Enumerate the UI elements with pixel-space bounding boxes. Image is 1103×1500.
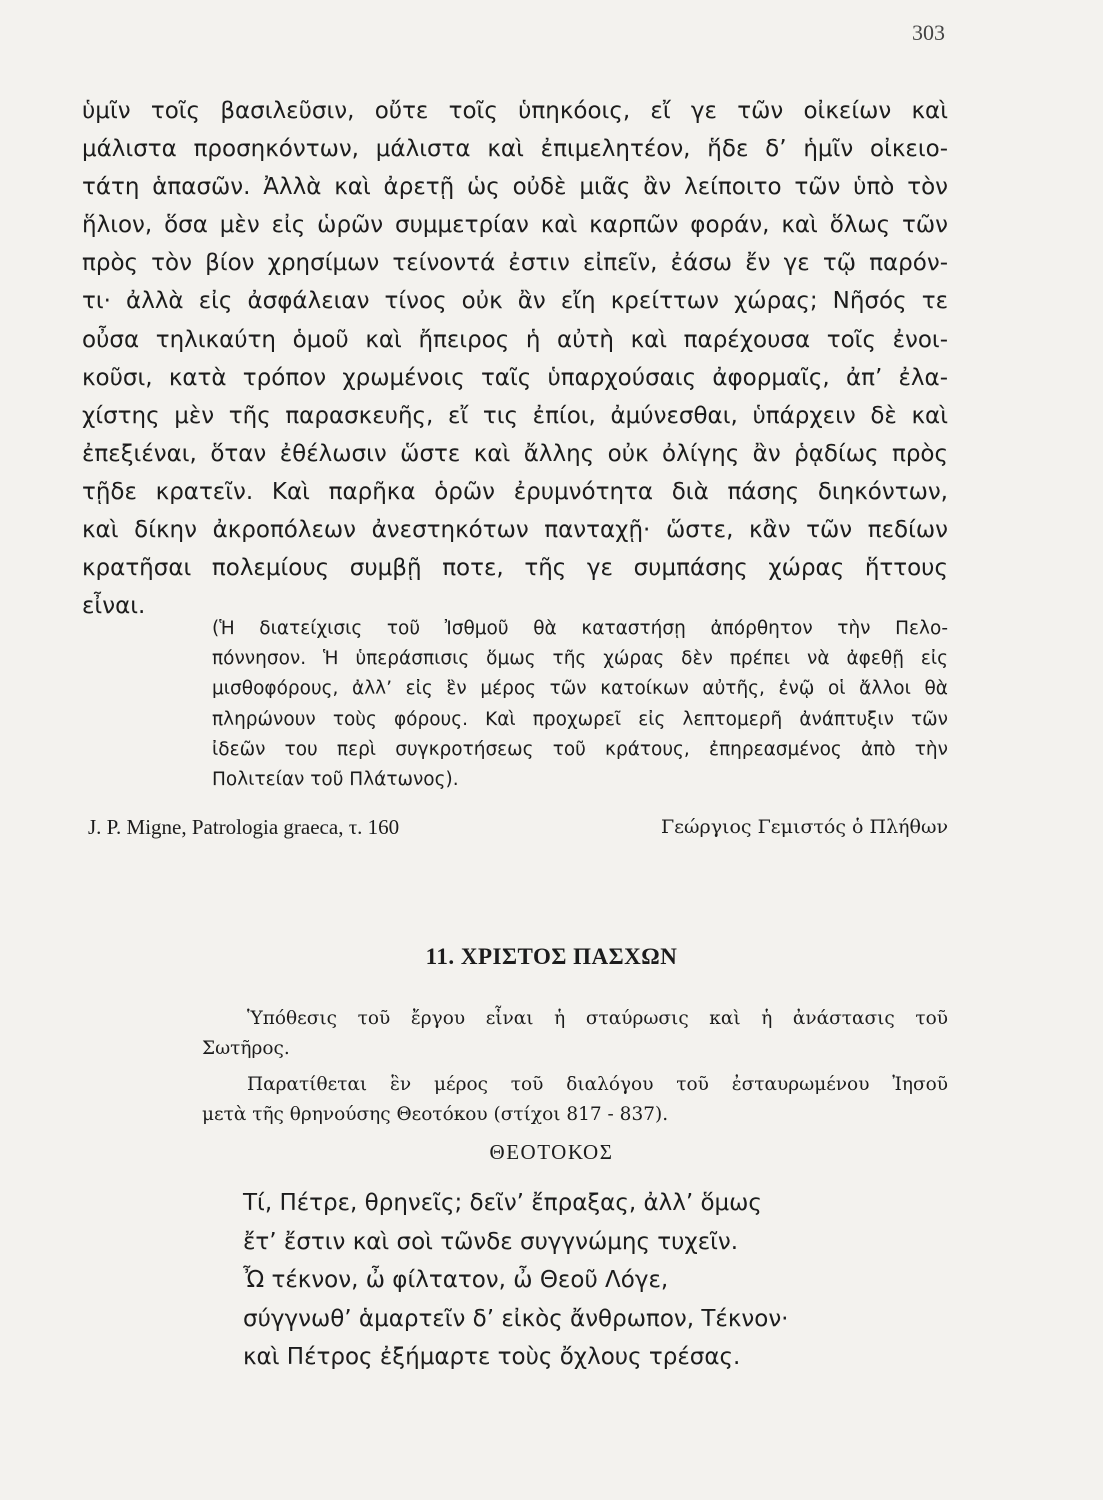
text-line: καὶ δίκην ἀκροπόλεων ἀνεστηκότων πανταχῇ· ὥστε, κἂν τῶν πεδίων xyxy=(82,517,948,544)
page-number: 303 xyxy=(912,20,945,45)
text-line: τῇδε κρατεῖν. Καὶ παρῆκα ὁρῶν ἐρυμνότητα διὰ πάσης διηκόντων, xyxy=(82,478,948,505)
summary-line: πληρώνουν τοὺς φόρους. Καὶ προχωρεῖ εἰς λεπτομερῆ ἀνάπτυξιν τῶν xyxy=(212,708,948,730)
summary-note xyxy=(212,614,948,795)
main-text-block xyxy=(82,92,948,625)
text-line: οὖσα τηλικαύτη ὁμοῦ καὶ ἤπειρος ἡ αὐτὴ καὶ παρέχουσα τοῖς ἐνοι- xyxy=(82,326,948,353)
verse-line: σύγγνωθ’ ἁμαρτεῖν δ’ εἰκὸς ἄνθρωπον, Τέκνον· xyxy=(243,1305,789,1332)
text-line: μάλιστα προσηκόντων, μάλιστα καὶ ἐπιμελητέον, ἥδε δ’ ἡμῖν οἰκειο- xyxy=(82,136,948,163)
text-line: τάτη ἁπασῶν. Ἀλλὰ καὶ ἀρετῇ ὡς οὐδὲ μιᾶς ἂν λείποιτο τῶν ὑπὸ τὸν xyxy=(82,174,948,201)
verse-line: καὶ Πέτρος ἐξήμαρτε τοὺς ὄχλους τρέσας. xyxy=(243,1344,741,1370)
speaker-heading: ΘΕΟΤΟΚΟΣ xyxy=(489,1140,614,1164)
text-line: ἐπεξιέναι, ὅταν ἐθέλωσιν ὥστε καὶ ἄλλης οὐκ ὀλίγης ἂν ῥᾳδίως πρὸς xyxy=(82,440,948,467)
summary-line: μισθοφόρους, ἀλλ’ εἰς ἓν μέρος τῶν κατοίκων αὐτῆς, ἐνῷ οἱ ἄλλοι θὰ xyxy=(212,678,948,700)
summary-line: ἰδεῶν του περὶ συγκροτήσεως τοῦ κράτους, ἐπηρεασμένος ἀπὸ τὴν xyxy=(212,738,948,760)
summary-line: Πολιτείαν τοῦ Πλάτωνος). xyxy=(212,768,459,790)
text-line: πρὸς τὸν βίον χρησίμων τείνοντά ἐστιν εἰπεῖν, ἐάσω ἔν γε τῷ παρόν- xyxy=(82,250,948,277)
text-line: κρατῆσαι πολεμίους συμβῇ ποτε, τῆς γε συμπάσης χώρας ἥττους xyxy=(82,555,948,582)
summary-line: (Ἡ διατείχισις τοῦ Ἰσθμοῦ θὰ καταστήσῃ ἀπόρθητον τὴν Πελο- xyxy=(212,618,948,639)
intro-line: Παρατίθεται ἓν μέρος τοῦ διαλόγου τοῦ ἐσταυρωμένου Ἰησοῦ xyxy=(247,1074,948,1095)
intro-line: Ὑπόθεσις τοῦ ἔργου εἶναι ἡ σταύρωσις καὶ ἡ ἀνάστασις τοῦ xyxy=(247,1008,948,1029)
text-line: ὑμῖν τοῖς βασιλεῦσιν, οὔτε τοῖς ὑπηκόοις, εἴ γε τῶν οἰκείων καὶ xyxy=(82,98,948,124)
section-intro xyxy=(202,1004,948,1136)
citation-reference: J. P. Migne, Patrologia graeca, τ. 160 xyxy=(88,815,400,839)
verse-line: Ὦ τέκνον, ὦ φίλτατον, ὦ Θεοῦ Λόγε, xyxy=(243,1267,669,1293)
verse-line: Τί, Πέτρε, θρηνεῖς; δεῖν’ ἔπραξας, ἀλλ’ ὅμως xyxy=(243,1190,762,1216)
text-line: κοῦσι, κατὰ τρόπον χρωμένοις ταῖς ὑπαρχούσαις ἀφορμαῖς, ἀπ’ ἐλα- xyxy=(82,364,948,391)
text-line: τι· ἀλλὰ εἰς ἀσφάλειαν τίνος οὐκ ἂν εἴη κρείττων χώρας; Νῆσός τε xyxy=(82,288,948,315)
text-line: ἥλιον, ὅσα μὲν εἰς ὡρῶν συμμετρίαν καὶ καρπῶν φοράν, καὶ ὅλως τῶν xyxy=(82,212,948,239)
intro-line: μετὰ τῆς θρηνούσης Θεοτόκου (στίχοι 817 - 837). xyxy=(202,1104,669,1125)
summary-line: πόννησον. Ἡ ὑπεράσπισις ὅμως τῆς χώρας δὲν πρέπει νὰ ἀφεθῇ εἰς xyxy=(212,648,948,670)
text-line: χίστης μὲν τῆς παρασκευῆς, εἴ τις ἐπίοι, ἀμύνεσθαι, ὑπάρχειν δὲ καὶ xyxy=(82,402,948,429)
intro-line: Σωτῆρος. xyxy=(202,1038,290,1059)
source-citation xyxy=(88,812,948,842)
text-line: εἶναι. xyxy=(82,593,146,620)
verse-line: ἔτ’ ἔστιν καὶ σοὶ τῶνδε συγγνώμης τυχεῖν. xyxy=(243,1228,739,1255)
verse-block xyxy=(243,1184,788,1377)
author-name: Γεώργιος Γεμιστός ὁ Πλήθων xyxy=(661,816,948,838)
section-title: 11. ΧΡΙΣΤΟΣ ΠΑΣΧΩΝ xyxy=(425,944,678,969)
